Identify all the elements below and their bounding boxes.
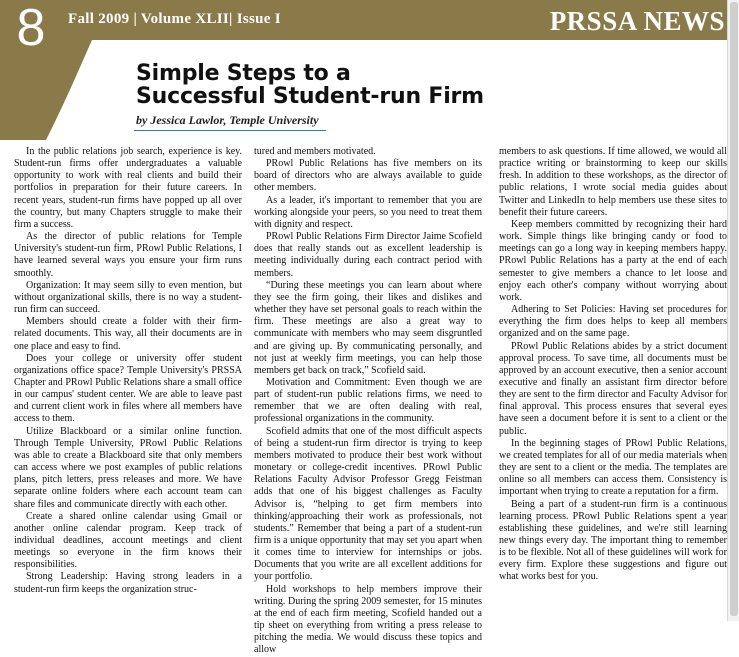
paragraph: PRowl Public Relations Firm Director Jaime Scofield does that really stands out as excellent leadership is meeting individually during each contract period with members. bbox=[254, 231, 482, 279]
paragraph: Being a part of a student-run firm is a continuous learning process. PRowl Public Relations spent a year establishing these guidelines, and we're still learning new things every day. The important thing to remember is to be flexible. Not all of these guidelines will work for every firm. Explore these suggestions and figure out what works best for you. bbox=[499, 498, 727, 583]
byline-rule bbox=[134, 130, 326, 131]
paragraph: Keep members committed by recognizing their hard work. Simple things like bringing candy or food to meetings can go a long way in keeping members happy. PRowl Public Relations has a party at the end of each semester to give members a chance to let loose and enjoy each other's company without worrying about work. bbox=[499, 218, 727, 303]
headline-line-1: Simple Steps to a bbox=[136, 61, 351, 86]
paragraph: As a leader, it's important to remember that you are working alongside your peers, so you need to treat them with dignity and respect. bbox=[254, 194, 482, 230]
article-headline bbox=[136, 62, 484, 108]
article-byline: by Jessica Lawlor, Temple University bbox=[136, 113, 319, 127]
paragraph: Organization: It may seem silly to even mention, but without organizational skills, there is no way a student-run firm can succeed. bbox=[14, 279, 242, 316]
article-column-3 bbox=[499, 146, 727, 584]
paragraph: tured and members motivated. bbox=[254, 146, 376, 157]
paragraph: In the public relations job search, experience is key. Student-run firms offer undergraduates a valuable opportunity to work with real clients and build their portfolios in preparation for their future careers. In recent years, student-run firms have popped up all over the country, but many Chapters struggle to make their firm a success. bbox=[14, 146, 242, 230]
paragraph: In the beginning stages of PRowl Public Relations, we created templates for all of our media materials when they are sent to a client or the media. The templates are online so all members can access them. Consistency is important when trying to create a reputation for a firm. bbox=[499, 437, 727, 498]
paragraph: Utilize Blackboard or a similar online function. Through Temple University, PRowl Public Relations was able to create a Blackboard site that only members can access where we post examples of public relations plans, pitch letters, press releases and more. We have separate online folders where each account team can share files and communicate directly with each other. bbox=[14, 425, 242, 510]
article-column-1 bbox=[14, 146, 242, 596]
article-column-2 bbox=[254, 146, 482, 657]
masthead-title: PRSSA NEWS bbox=[549, 6, 725, 36]
paragraph: PRowl Public Relations has five members on its board of directors who are always available to guide other members. bbox=[254, 158, 482, 194]
headline-line-2: Successful Student-run Firm bbox=[136, 84, 484, 109]
paragraph: “During these meetings you can learn about where they see the firm going, their likes and dislikes and whether they have set personal goals to reach within the firm. These meetings are also a great way to communicate with members who may seem disgruntled and are giving up. By communicating personally, and not just at weekly firm meetings, you can help those members get back on track,” Scofield said. bbox=[254, 279, 482, 376]
paragraph: As the director of public relations for Temple University's student-run firm, PRowl Public Relations, I have learned several ways you ensure your firm runs smoothly. bbox=[14, 231, 242, 279]
paragraph: Adhering to Set Policies: Having set procedures for everything the firm does helps to keep all members organized and on the same page. bbox=[499, 304, 727, 340]
paragraph: Scofield admits that one of the most difficult aspects of being a student-run firm director is trying to keep members motivated to produce their best work without monetary or college-credit incentives. PRowl Public Relations Faculty Advisor Professor Gregg Feistman adds that one of his biggest challenges as Faculty Advisor is, “helping to get firm members into thinking/approaching their work as professionals, not students.” Remember that being a part of a student-run firm is a unique opportunity that may set you apart when it comes time to interview for internships or jobs. Documents that you write are all excellent additions for your portfolio. bbox=[254, 425, 482, 583]
scrollbar-thumb[interactable] bbox=[730, 2, 738, 616]
page-number: 8 bbox=[16, 0, 46, 57]
paragraph: members to ask questions. If time allowed, we would all practice writing or brainstorming to keep our skills fresh. In addition to these workshops, as the director of public relations, I wrote social media guides about Twitter and LinkedIn to help members use these sites to benefit their future careers. bbox=[499, 146, 727, 218]
issue-line: Fall 2009 | Volume XLII| Issue I bbox=[68, 11, 281, 27]
paragraph: Create a shared online calendar using Gmail or another online calendar program. Keep track of individual deadlines, account meetings and client meetings so everyone in the firm knows their responsibilities. bbox=[14, 510, 242, 571]
paragraph: Motivation and Commitment: Even though we are part of student-run public relations firms, we need to remember that we are often dealing with real, professional organizations in the community. bbox=[254, 376, 482, 425]
paragraph: Does your college or university offer student organizations office space? Temple University's PRSSA Chapter and PRowl Public Relations share a small office in our campus' student center. We are able to leave past and current client work in files where all members have access to them. bbox=[14, 352, 242, 425]
paragraph: Strong Leadership: Having strong leaders in a student-run firm keeps the organization struc- bbox=[14, 571, 242, 595]
paragraph: PRowl Public Relations abides by a strict document approval process. To save time, all documents must be approved by an account executive, then a senior account executive and finally an assistant firm director before they are sent to the firm director and Faculty Advisor for final approval. This process ensures that several eyes have seen a document before it is sent to a client or the public. bbox=[499, 340, 727, 437]
paragraph: Members should create a folder with their firm-related documents. This way, all their documents are in one place and easy to find. bbox=[14, 316, 242, 352]
paragraph: Hold workshops to help members improve their writing. During the spring 2009 semester, for 15 minutes at the end of each firm meeting, Scofield handed out a tip sheet on everything from writing a press release to pitching the media. We would discuss these topics and allow bbox=[254, 583, 482, 656]
